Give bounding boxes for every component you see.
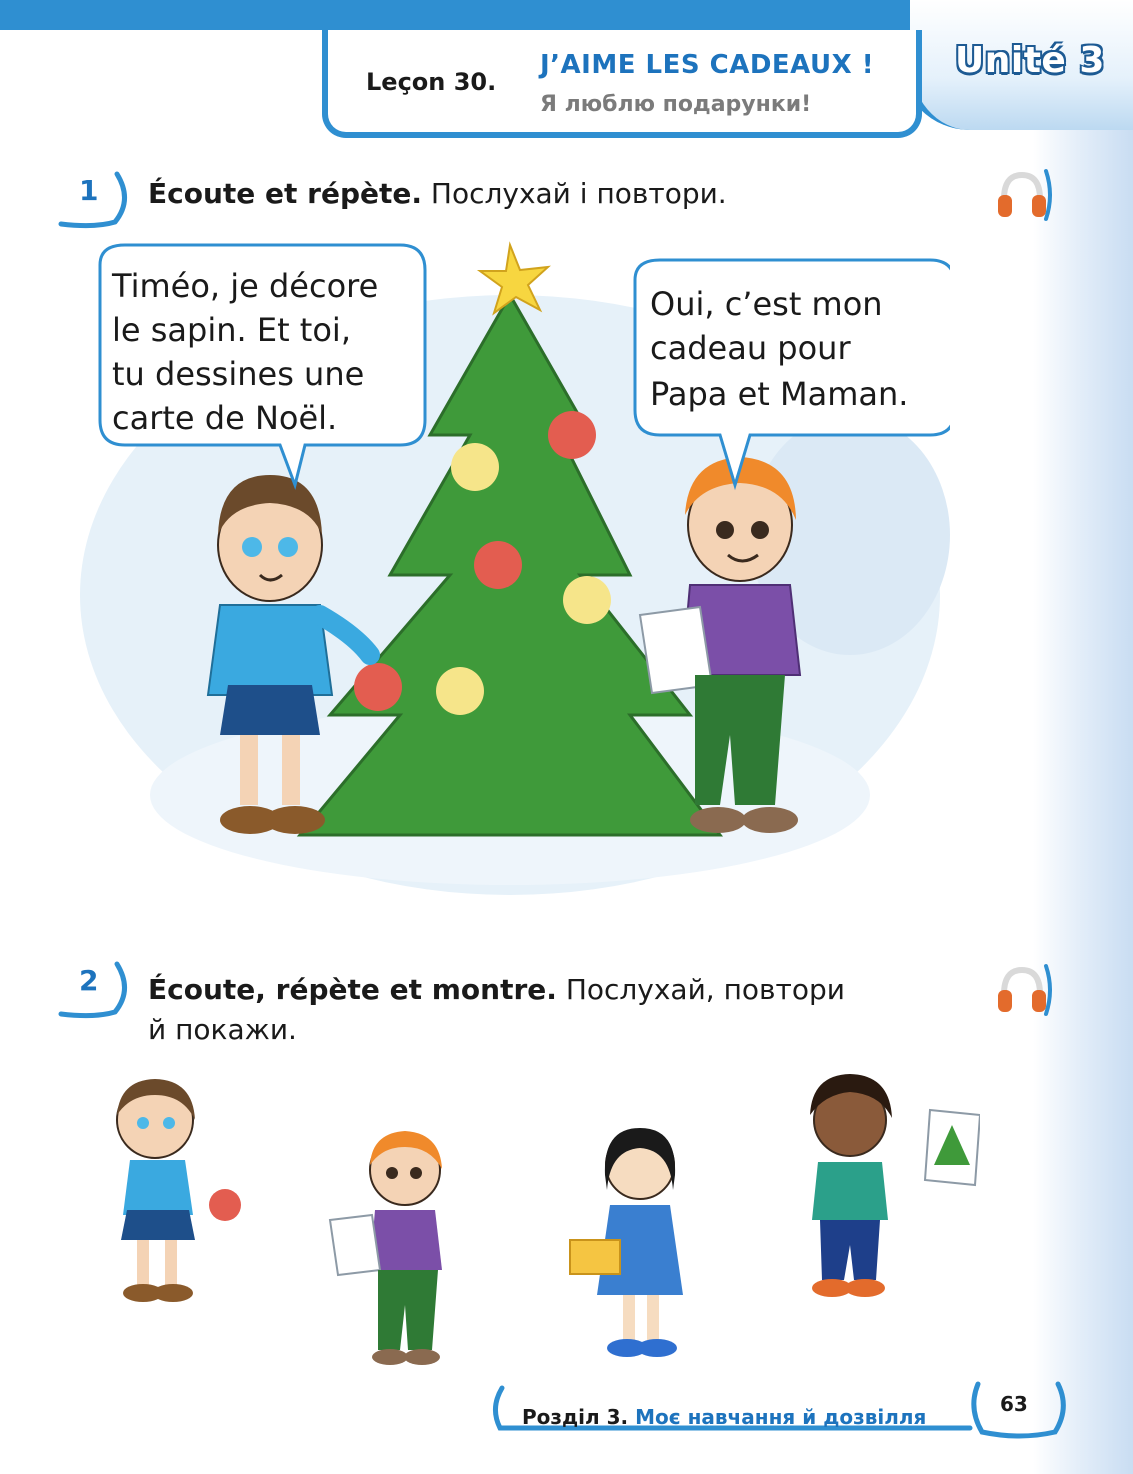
boy-with-card-illustration <box>310 1125 490 1370</box>
footer-section-label <box>522 1405 926 1429</box>
girl-bubble-line-3: tu dessines une <box>112 355 365 393</box>
exercise-2-number: 2 <box>79 964 99 997</box>
boy-with-tree-card-illustration <box>770 1070 980 1310</box>
exercise-1-number: 1 <box>79 174 99 207</box>
boy-bubble-line-1: Oui, c’est mon <box>650 285 883 323</box>
unit-label: Unité 3 <box>955 40 1105 81</box>
exercise-2-number-badge <box>55 960 125 1020</box>
footer-section-title: Моє навчання й дозвілля <box>635 1405 927 1429</box>
exercise-1-instruction-fr: Écoute et répète. <box>148 177 422 210</box>
girl-bubble-line-4: carte de Noël. <box>112 399 338 437</box>
christmas-scene-illustration <box>70 235 950 915</box>
girl-bubble-line-2: le sapin. Et toi, <box>112 311 351 349</box>
exercise-1-number-badge <box>55 170 125 230</box>
headphones-icon[interactable] <box>992 165 1052 225</box>
footer-section: Розділ 3. <box>522 1405 629 1429</box>
exercise-2-instruction-ua-line2: й покажи. <box>148 1013 297 1046</box>
girl-bubble-line-1: Timéo, je décore <box>112 267 379 305</box>
page-number: 63 <box>1000 1392 1028 1416</box>
headphones-icon[interactable] <box>992 960 1052 1020</box>
lesson-title-ukrainian: Я люблю подарунки! <box>540 92 812 117</box>
exercise-2-instruction-ua-line1: Послухай, повтори <box>565 973 845 1006</box>
exercise-1-instruction <box>148 174 727 214</box>
lesson-title-french: J’AIME LES CADEAUX ! <box>540 50 875 80</box>
lesson-number: Leçon 30. <box>366 68 497 96</box>
exercise-2-instruction-fr: Écoute, répète et montre. <box>148 973 557 1006</box>
boy-bubble-line-3: Papa et Maman. <box>650 375 909 413</box>
exercise-1-instruction-ua: Послухай і повтори. <box>430 177 727 210</box>
boy-bubble-line-2: cadeau pour <box>650 329 851 367</box>
girl-with-ornament-illustration <box>75 1065 265 1315</box>
exercise-2-instruction <box>148 970 845 1050</box>
girl-with-gift-illustration <box>545 1120 725 1370</box>
